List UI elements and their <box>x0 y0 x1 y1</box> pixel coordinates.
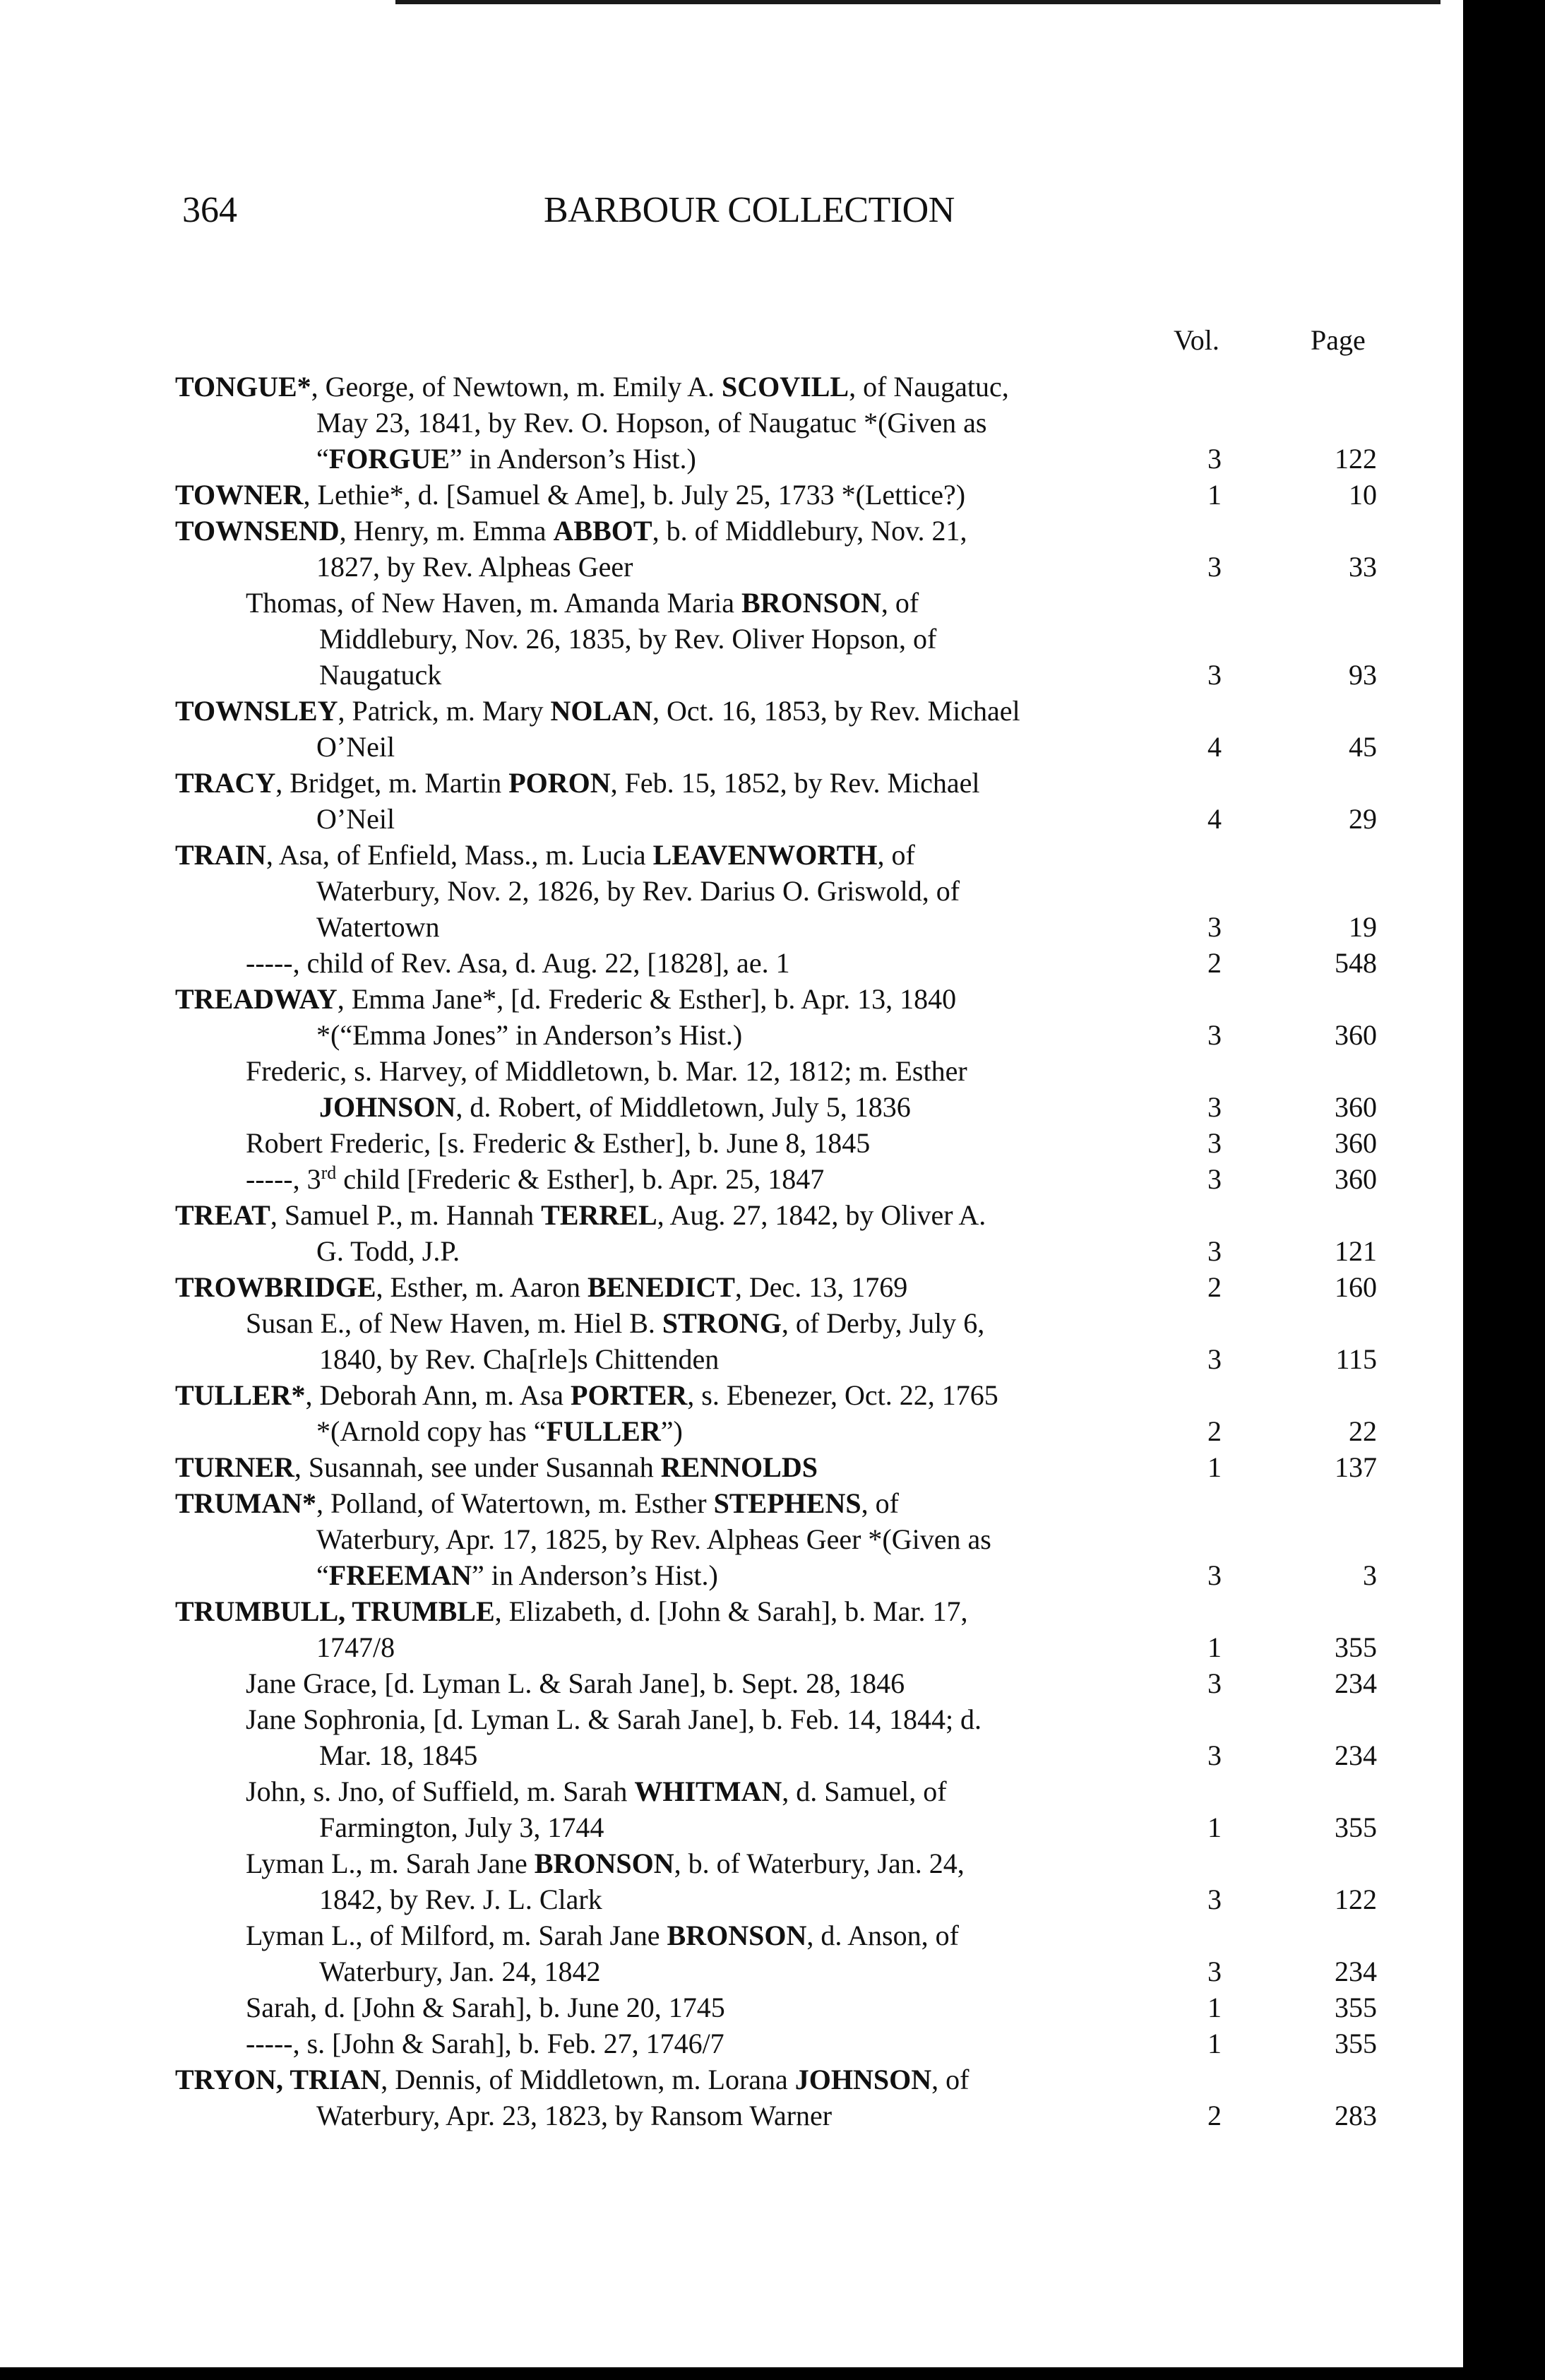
vol-column-header: Vol. <box>1174 324 1219 356</box>
surname-text: TONGUE* <box>175 371 311 403</box>
entry-text: Sarah, d. [John & Sarah], b. June 20, 1745 <box>246 1992 725 2023</box>
entry-continuation-line <box>316 801 395 837</box>
page-reference: 360 <box>1335 1019 1377 1051</box>
entry-text: May 23, 1841, by Rev. O. Hopson, of Naugatuc *(Given as <box>316 407 987 439</box>
volume-number: 3 <box>1207 1739 1222 1771</box>
surname-text: TREADWAY <box>175 983 338 1015</box>
entry-text: rd <box>321 1162 337 1183</box>
top-rule <box>395 0 1440 4</box>
surname-text: JOHNSON <box>319 1091 456 1123</box>
page-reference: 355 <box>1335 2028 1377 2059</box>
page-reference: 121 <box>1335 1235 1377 1267</box>
entry-text: Naugatuck <box>319 659 442 691</box>
entry-text: , Lethie*, d. [Samuel & Ame], b. July 25, 1733 *(Lettice?) <box>303 479 966 511</box>
surname-text: WHITMAN <box>634 1775 782 1807</box>
entry-continuation-line <box>319 1809 604 1845</box>
surname-text: ABBOT <box>553 515 652 547</box>
entry-text: , Dennis, of Middletown, m. Lorana <box>381 2064 795 2095</box>
entry-text: O’Neil <box>316 803 395 835</box>
entry-text: , Aug. 27, 1842, by Oliver A. <box>657 1199 986 1231</box>
volume-number: 3 <box>1207 1559 1222 1591</box>
surname-text: LEAVENWORTH <box>652 839 878 871</box>
surname-text: BRONSON <box>741 587 881 619</box>
entry-text: Watertown <box>316 911 440 943</box>
entry-text: , of Naugatuc, <box>849 371 1009 403</box>
surname-text: STRONG <box>662 1307 782 1339</box>
volume-number: 4 <box>1207 803 1222 835</box>
entry-text: , of <box>877 839 915 871</box>
entry-text: , d. Robert, of Middletown, July 5, 1836 <box>455 1091 911 1123</box>
entry-continuation-line <box>316 1413 683 1449</box>
entry-text: 1827, by Rev. Alpheas Geer <box>316 551 633 583</box>
entry-text: , b. of Middlebury, Nov. 21, <box>652 515 967 547</box>
entry-continuation-line <box>316 909 440 945</box>
entry-text: , Feb. 15, 1852, by Rev. Michael <box>610 767 980 799</box>
entry-text: Jane Sophronia, [d. Lyman L. & Sarah Jane], b. Feb. 14, 1844; d. <box>246 1703 982 1735</box>
volume-number: 2 <box>1207 1271 1222 1303</box>
page-reference: 137 <box>1335 1451 1377 1483</box>
entry-text: Waterbury, Apr. 23, 1823, by Ransom Warner <box>316 2100 833 2131</box>
surname-text: TRUMAN* <box>175 1487 316 1519</box>
entry-text: Middlebury, Nov. 26, 1835, by Rev. Oliver Hopson, of <box>319 623 937 655</box>
entry-line <box>175 1197 986 1233</box>
entry-text: , d. Samuel, of <box>782 1775 947 1807</box>
scan-border <box>0 2367 1545 2380</box>
entry-text: , Elizabeth, d. [John & Sarah], b. Mar. 17, <box>494 1595 968 1627</box>
page-reference: 93 <box>1349 659 1377 691</box>
entry-continuation-line <box>316 1557 718 1593</box>
entry-line <box>175 2061 969 2098</box>
volume-number: 1 <box>1207 479 1222 511</box>
entry-text: Lyman L., m. Sarah Jane <box>246 1848 535 1879</box>
entry-text: , Emma Jane*, [d. Frederic & Esther], b. Apr. 13, 1840 <box>337 983 957 1015</box>
entry-text: Lyman L., of Milford, m. Sarah Jane <box>246 1920 667 1951</box>
entry-text: “ <box>316 1559 329 1591</box>
entry-text: Robert Frederic, [s. Frederic & Esther], b. June 8, 1845 <box>246 1127 871 1159</box>
entry-continuation-line <box>319 1089 911 1125</box>
entry-text: , Henry, m. Emma <box>339 515 554 547</box>
surname-text: TRUMBULL, TRUMBLE <box>175 1595 495 1627</box>
entry-text: , Samuel P., m. Hannah <box>270 1199 542 1231</box>
entry-line <box>175 1485 899 1521</box>
entry-text: , Asa, of Enfield, Mass., m. Lucia <box>266 839 653 871</box>
entry-continuation-line <box>319 1953 601 1989</box>
surname-text: TRACY <box>175 767 276 799</box>
entry-text: , George, of Newtown, m. Emily A. <box>311 371 722 403</box>
surname-text: TULLER* <box>175 1379 306 1411</box>
surname-text: PORTER <box>571 1379 688 1411</box>
entry-continuation-line <box>316 1017 742 1053</box>
entry-text: , Susannah, see under Susannah <box>294 1451 661 1483</box>
entry-continuation-line <box>316 549 633 585</box>
entry-text: Waterbury, Jan. 24, 1842 <box>319 1956 601 1987</box>
entry-text: , Deborah Ann, m. Asa <box>305 1379 571 1411</box>
entry-text: ” in Anderson’s Hist.) <box>449 443 696 475</box>
surname-text: JOHNSON <box>794 2064 932 2095</box>
volume-number: 3 <box>1207 551 1222 583</box>
surname-text: TREAT <box>175 1199 270 1231</box>
entry-text: , of Derby, July 6, <box>781 1307 985 1339</box>
volume-number: 3 <box>1207 911 1222 943</box>
entry-text: G. Todd, J.P. <box>316 1235 460 1267</box>
entry-text: Farmington, July 3, 1744 <box>319 1811 604 1843</box>
entry-text: O’Neil <box>316 731 395 763</box>
page-reference: 160 <box>1335 1271 1377 1303</box>
volume-number: 3 <box>1207 1235 1222 1267</box>
volume-number: 3 <box>1207 1343 1222 1375</box>
entry-line <box>246 1665 905 1701</box>
entry-text: child [Frederic & Esther], b. Apr. 25, 1847 <box>336 1163 825 1195</box>
entry-line <box>246 2025 724 2061</box>
volume-number: 3 <box>1207 1667 1222 1699</box>
page-title: BARBOUR COLLECTION <box>544 190 955 230</box>
page-reference: 122 <box>1335 1884 1377 1915</box>
page-number: 364 <box>182 190 237 230</box>
entry-text: , Patrick, m. Mary <box>338 695 551 727</box>
surname-text: FREEMAN <box>328 1559 472 1591</box>
entry-text: -----, child of Rev. Asa, d. Aug. 22, [1828], ae. 1 <box>246 947 790 979</box>
volume-number: 2 <box>1207 1415 1222 1447</box>
page-reference: 355 <box>1335 1811 1377 1843</box>
entry-text: *(Arnold copy has “ <box>316 1415 547 1447</box>
entry-continuation-line <box>316 1521 991 1557</box>
entry-line <box>175 477 965 513</box>
entry-text: -----, s. [John & Sarah], b. Feb. 27, 1746/7 <box>246 2028 724 2059</box>
entry-line <box>246 1701 982 1737</box>
entry-line <box>246 1917 959 1953</box>
volume-number: 3 <box>1207 443 1222 475</box>
entry-text: , Dec. 13, 1769 <box>734 1271 908 1303</box>
volume-number: 4 <box>1207 731 1222 763</box>
surname-text: SCOVILL <box>722 371 849 403</box>
volume-number: 3 <box>1207 1019 1222 1051</box>
entry-text: 1747/8 <box>316 1631 395 1663</box>
entry-line <box>246 1989 725 2025</box>
surname-text: BRONSON <box>534 1848 674 1879</box>
entry-text: Waterbury, Nov. 2, 1826, by Rev. Darius O. Griswold, of <box>316 875 960 907</box>
entry-text: 1842, by Rev. J. L. Clark <box>319 1884 602 1915</box>
entry-line <box>175 1377 998 1413</box>
entry-line <box>175 369 1009 405</box>
volume-number: 2 <box>1207 2100 1222 2131</box>
entry-continuation-line <box>319 1881 602 1917</box>
surname-text: BRONSON <box>667 1920 807 1951</box>
entry-continuation-line <box>316 2098 832 2134</box>
entry-text: Jane Grace, [d. Lyman L. & Sarah Jane], b. Sept. 28, 1846 <box>246 1667 905 1699</box>
entry-continuation-line <box>316 873 960 909</box>
page-reference: 360 <box>1335 1163 1377 1195</box>
entry-text: , b. of Waterbury, Jan. 24, <box>674 1848 965 1879</box>
entry-text: Waterbury, Apr. 17, 1825, by Rev. Alpheas Geer *(Given as <box>316 1523 991 1555</box>
entry-line <box>246 1053 967 1089</box>
surname-text: TRYON, TRIAN <box>175 2064 381 2095</box>
entry-text: , Polland, of Watertown, m. Esther <box>316 1487 714 1519</box>
surname-text: FULLER <box>546 1415 661 1447</box>
page-reference: 3 <box>1363 1559 1377 1591</box>
surname-text: TURNER <box>175 1451 294 1483</box>
page-reference: 360 <box>1335 1091 1377 1123</box>
surname-text: FORGUE <box>328 443 450 475</box>
page-reference: 115 <box>1335 1343 1377 1375</box>
entry-line <box>175 1593 968 1629</box>
entry-line <box>246 585 919 621</box>
entry-continuation-line <box>316 1233 460 1269</box>
entry-text: John, s. Jno, of Suffield, m. Sarah <box>246 1775 635 1807</box>
page-reference: 234 <box>1335 1956 1377 1987</box>
surname-text: BENEDICT <box>587 1271 735 1303</box>
entry-text: , s. Ebenezer, Oct. 22, 1765 <box>687 1379 998 1411</box>
volume-number: 1 <box>1207 1811 1222 1843</box>
entry-line <box>175 765 980 801</box>
entry-text: ”) <box>660 1415 683 1447</box>
entry-text: , d. Anson, of <box>806 1920 959 1951</box>
entry-continuation-line <box>319 621 936 657</box>
entry-text: , Bridget, m. Martin <box>275 767 509 799</box>
page-reference: 548 <box>1335 947 1377 979</box>
entry-line <box>175 693 1020 729</box>
volume-number: 1 <box>1207 1451 1222 1483</box>
entry-text: , Oct. 16, 1853, by Rev. Michael <box>652 695 1020 727</box>
page-reference: 29 <box>1349 803 1377 835</box>
entry-line <box>175 1269 907 1305</box>
surname-text: NOLAN <box>550 695 652 727</box>
entry-line <box>175 981 956 1017</box>
entry-text: ” in Anderson’s Hist.) <box>471 1559 718 1591</box>
page-reference: 355 <box>1335 1992 1377 2023</box>
entry-line <box>246 945 790 981</box>
entry-line <box>175 837 915 873</box>
entry-continuation-line <box>319 1737 477 1773</box>
entry-text: “ <box>316 443 329 475</box>
volume-number: 3 <box>1207 1884 1222 1915</box>
page-column-header: Page <box>1311 324 1366 356</box>
surname-text: RENNOLDS <box>660 1451 818 1483</box>
entry-text: , Esther, m. Aaron <box>376 1271 587 1303</box>
surname-text: TROWBRIDGE <box>175 1271 376 1303</box>
entry-text: 1840, by Rev. Cha[rle]s Chittenden <box>319 1343 720 1375</box>
entry-text: Susan E., of New Haven, m. Hiel B. <box>246 1307 662 1339</box>
page-reference: 360 <box>1335 1127 1377 1159</box>
entry-continuation-line <box>316 729 395 765</box>
entry-continuation-line <box>319 1341 719 1377</box>
entry-text: Frederic, s. Harvey, of Middletown, b. Mar. 12, 1812; m. Esther <box>246 1055 967 1087</box>
entry-text: , of <box>931 2064 970 2095</box>
surname-text: TOWNSEND <box>175 515 340 547</box>
entry-text: Thomas, of New Haven, m. Amanda Maria <box>246 587 742 619</box>
volume-number: 3 <box>1207 1956 1222 1987</box>
page-reference: 283 <box>1335 2100 1377 2131</box>
page-reference: 355 <box>1335 1631 1377 1663</box>
entry-line <box>246 1161 824 1197</box>
page-reference: 19 <box>1349 911 1377 943</box>
page-reference: 234 <box>1335 1667 1377 1699</box>
surname-text: TERREL <box>541 1199 657 1231</box>
entry-line <box>246 1845 965 1881</box>
entry-continuation-line <box>316 1629 395 1665</box>
entry-text: *(“Emma Jones” in Anderson’s Hist.) <box>316 1019 743 1051</box>
volume-number: 3 <box>1207 659 1222 691</box>
page-reference: 10 <box>1349 479 1377 511</box>
entry-text: Mar. 18, 1845 <box>319 1739 478 1771</box>
volume-number: 1 <box>1207 1992 1222 2023</box>
surname-text: PORON <box>508 767 611 799</box>
surname-text: TOWNSLEY <box>175 695 338 727</box>
entry-text: -----, 3 <box>246 1163 321 1195</box>
entry-text: , of <box>861 1487 899 1519</box>
entry-line <box>246 1305 984 1341</box>
entry-line <box>175 513 967 549</box>
volume-number: 3 <box>1207 1127 1222 1159</box>
page-reference: 234 <box>1335 1739 1377 1771</box>
volume-number: 1 <box>1207 2028 1222 2059</box>
surname-text: TRAIN <box>175 839 266 871</box>
entry-text: , of <box>881 587 919 619</box>
surname-text: TOWNER <box>175 479 304 511</box>
page-reference: 122 <box>1335 443 1377 475</box>
volume-number: 3 <box>1207 1091 1222 1123</box>
entry-line <box>175 1449 818 1485</box>
entry-line <box>246 1125 870 1161</box>
volume-number: 2 <box>1207 947 1222 979</box>
page-reference: 45 <box>1349 731 1377 763</box>
entry-continuation-line <box>319 657 441 693</box>
page-reference: 22 <box>1349 1415 1377 1447</box>
entry-continuation-line <box>316 405 986 441</box>
surname-text: STEPHENS <box>713 1487 861 1519</box>
volume-number: 1 <box>1207 1631 1222 1663</box>
entry-line <box>246 1773 947 1809</box>
page-reference: 33 <box>1349 551 1377 583</box>
entry-continuation-line <box>316 441 696 477</box>
volume-number: 3 <box>1207 1163 1222 1195</box>
